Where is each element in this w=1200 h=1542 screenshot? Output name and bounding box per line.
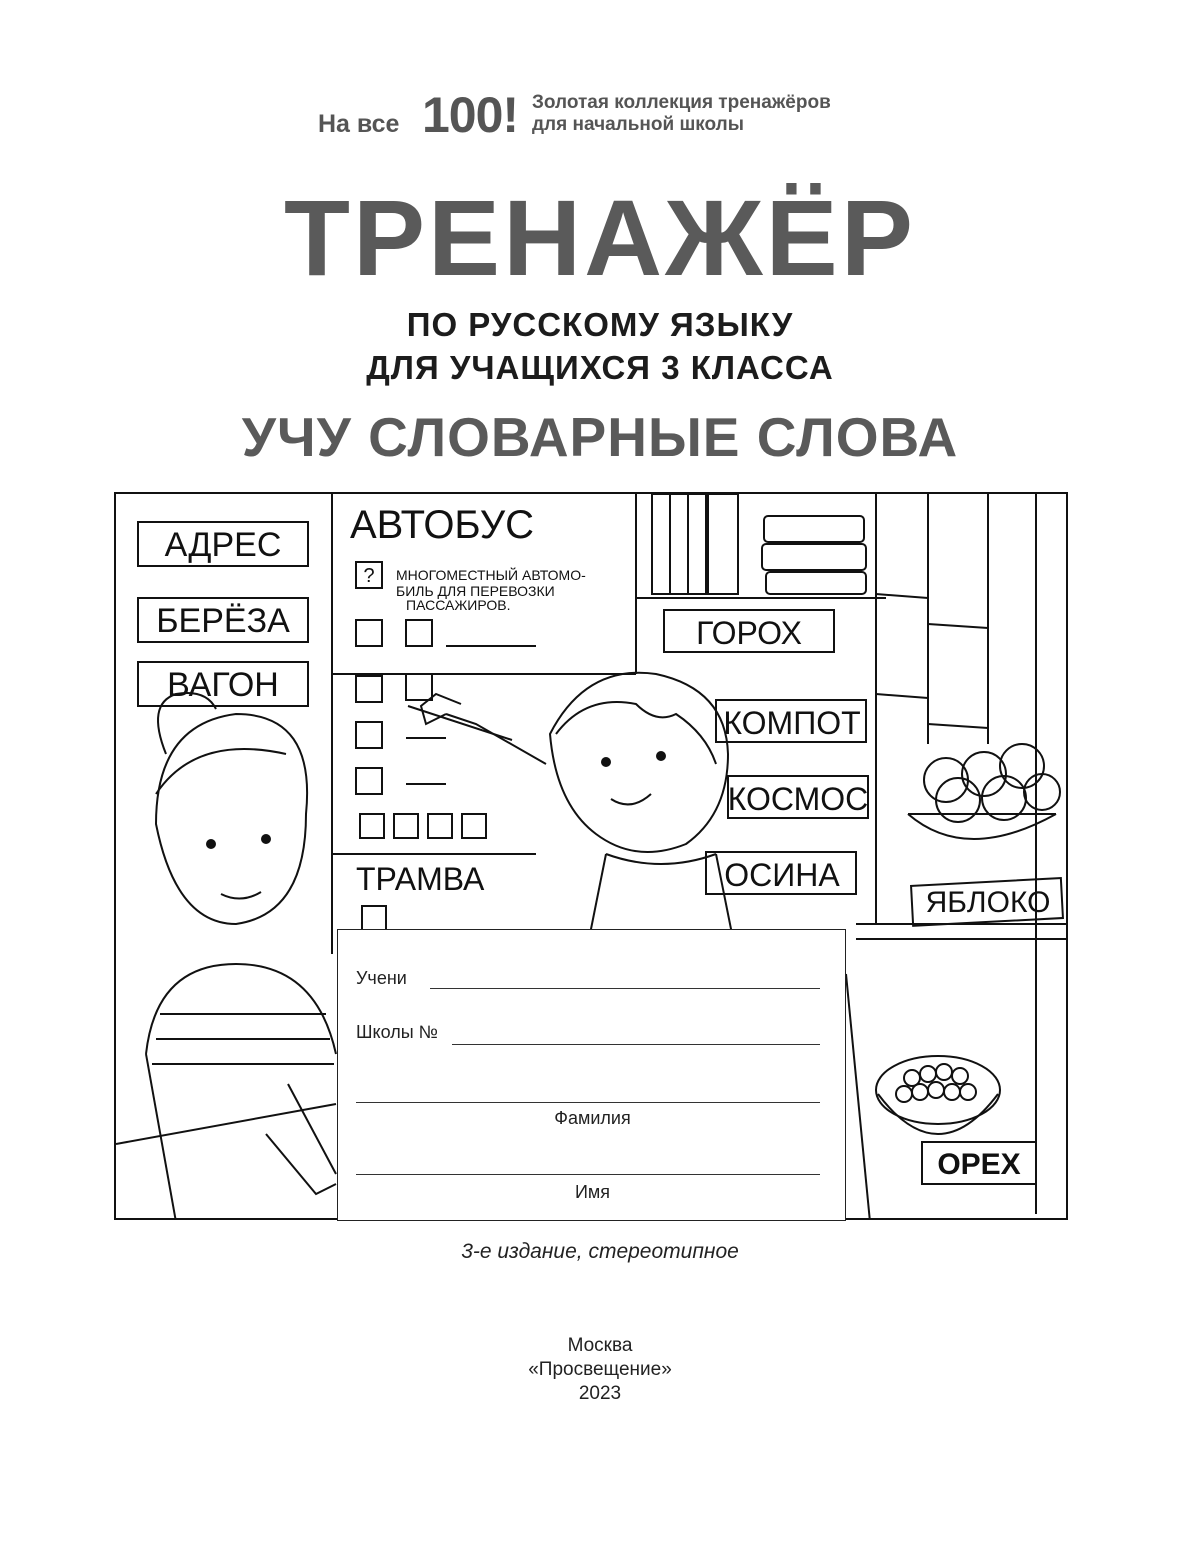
bookshelf [636,494,886,598]
publisher-year: 2023 [578,1383,622,1404]
student-field[interactable] [430,988,820,989]
surname-caption: Фамилия [554,1108,631,1128]
boy-figure [408,673,736,954]
series-header [318,86,918,146]
board-definition-line2: БИЛЬ ДЛЯ ПЕРЕВОЗКИ [396,583,555,599]
school-label: Школы № [356,1022,438,1042]
series-tagline-line1: Золотая коллекция тренажёров [532,92,831,113]
card-bereza: БЕРЁЗА [156,602,290,640]
series-tagline-line2: для начальной школы [532,114,744,135]
series-tagline [532,92,831,136]
board-question-icon: ? [363,565,375,587]
girl-figure [146,693,336,1220]
owner-form [337,929,846,1221]
publisher-name: «Просвещение» [528,1359,672,1380]
series-prefix: На все [318,110,400,138]
apple-label: ЯБЛОКО [925,886,1051,919]
school-field[interactable] [452,1044,820,1045]
nut-bowl [876,1056,1036,1184]
card-osina: ОСИНА [724,857,840,893]
surname-field[interactable] [356,1102,820,1103]
name-field[interactable] [356,1174,820,1175]
board-definition-line3: ПАССАЖИРОВ. [406,597,511,613]
student-label: Учени [356,968,407,988]
book-subtitle-line1: ПО РУССКОМУ ЯЗЫКУ [406,306,794,343]
board-word: АВТОБУС [350,503,535,547]
board-word-2: ТРАМВА [356,861,485,897]
card-goroh: ГОРОХ [696,615,802,651]
card-adres: АДРЕС [164,526,282,564]
publisher-city: Москва [567,1335,633,1356]
board-definition-line1: МНОГОМЕСТНЫЙ АВТОМО- [396,567,586,583]
name-caption: Имя [574,1182,611,1202]
card-kompot: КОМПОТ [723,705,861,741]
nut-label: ОРЕХ [937,1148,1021,1181]
edition-note: 3-е издание, стереотипное [461,1240,739,1263]
right-word-cards [664,610,868,894]
book-topic: УЧУ СЛОВАРНЫЕ СЛОВА [241,406,959,468]
card-vagon: ВАГОН [167,666,279,704]
book-subtitle-line2: ДЛЯ УЧАЩИХСЯ 3 КЛАССА [366,349,834,386]
left-word-cards [138,522,308,706]
series-number: 100! [422,87,519,143]
columns [876,494,1036,1214]
chalk-board [332,494,636,954]
book-title: ТРЕНАЖЁР [284,177,916,298]
card-kosmos: КОСМОС [727,781,869,817]
